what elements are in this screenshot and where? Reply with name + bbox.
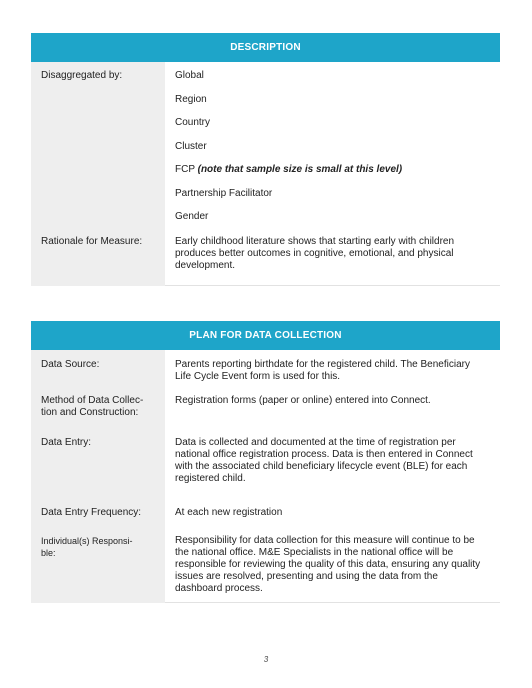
disaggregated-item: Global: [175, 70, 204, 81]
plan-row-label: Data Entry:: [31, 434, 165, 503]
plan-row: [31, 391, 500, 434]
disaggregated-item: Cluster: [175, 140, 207, 152]
disaggregated-item: Partnership Facilitator: [175, 187, 273, 199]
plan-header: PLAN FOR DATA COLLECTION: [31, 321, 500, 350]
fcp-label: FCP: [175, 164, 195, 175]
disaggregated-item: Region: [175, 93, 207, 105]
disaggregated-item: Country: [175, 117, 211, 128]
fcp-note: (note that sample size is small at this level): [197, 164, 403, 175]
rationale-label: Rationale for Measure:: [31, 231, 165, 286]
page-number: 3: [263, 655, 269, 664]
disaggregated-label: Disaggregated by:: [31, 62, 165, 231]
description-header: DESCRIPTION: [31, 33, 500, 62]
plan-row-label: Data Entry Frequency:: [31, 503, 165, 531]
disaggregated-item-fcp: [175, 164, 486, 188]
plan-row-value: Responsibility for data collection for this measure will continue to be the national office. M&E Specialists in the national office will be responsible for reviewing the quality of this data, ensuring any quality issues are resolved, presenting and using the data from the dashboard process.: [165, 531, 500, 603]
disaggregated-values: [165, 62, 500, 231]
plan-row-value: Data is collected and documented at the time of registration per national office registration process. Data is then entered in Connect with the associated child beneficiary lifecycle event (BLE) for each registered child.: [175, 437, 473, 484]
description-table: [31, 33, 500, 286]
disaggregated-item: Gender: [175, 211, 209, 222]
plan-row: [31, 350, 500, 391]
rationale-row: [31, 231, 500, 286]
plan-table: [31, 321, 500, 603]
plan-row-value: At each new registration: [175, 507, 283, 518]
plan-row: [31, 503, 500, 531]
plan-row-value: Parents reporting birthdate for the registered child. The Beneficiary Life Cycle Event form is used for this.: [175, 359, 470, 382]
plan-row-value: Registration forms (paper or online) entered into Connect.: [175, 395, 431, 406]
rationale-text: Early childhood literature shows that starting early with children produces better outcomes in cognitive, emotional, and physical development.: [165, 231, 500, 286]
disaggregated-row: [31, 62, 500, 231]
plan-row: [31, 434, 500, 503]
plan-row: [31, 531, 500, 603]
plan-row-label: Method of Data Collec-tion and Construction:: [31, 391, 165, 434]
plan-row-label: Individual(s) Responsi-ble:: [31, 531, 165, 603]
plan-row-label: Data Source:: [31, 350, 165, 391]
